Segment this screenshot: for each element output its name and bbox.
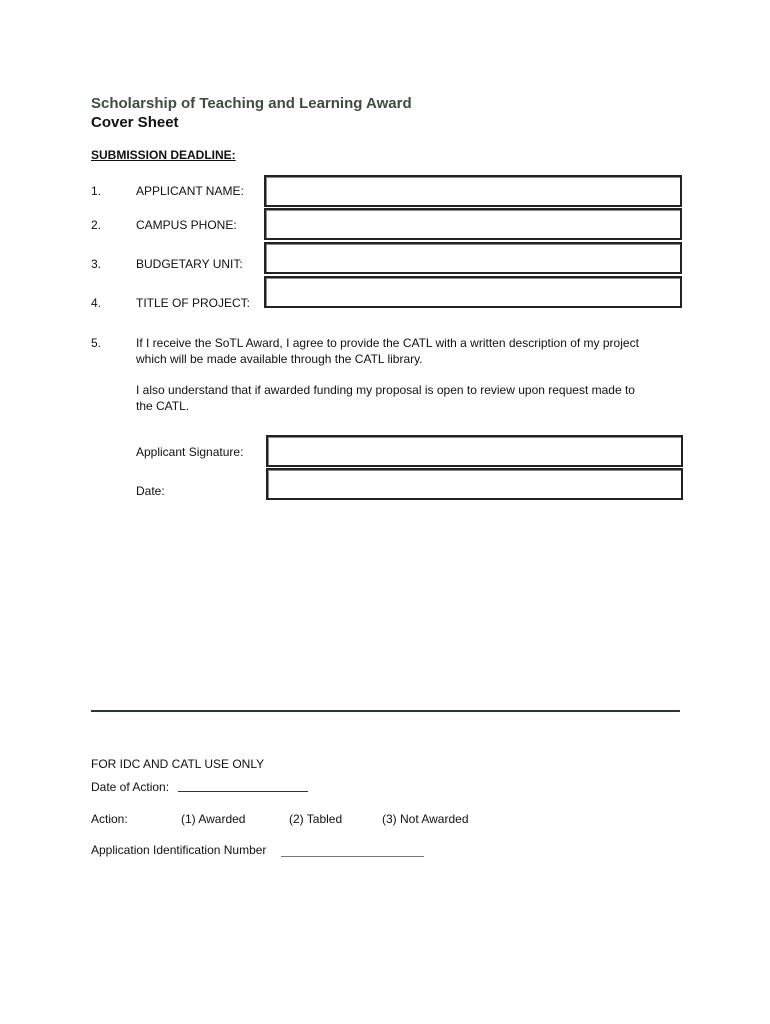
document-title: Scholarship of Teaching and Learning Award (91, 95, 412, 112)
agreement-text: which will be made available through the CATL library. (136, 352, 423, 366)
field-number: 4. (91, 296, 102, 310)
applicant-name-label: APPLICANT NAME: (136, 184, 244, 198)
project-title-label: TITLE OF PROJECT: (136, 296, 251, 310)
campus-phone-field[interactable] (264, 208, 682, 240)
agreement-text: If I receive the SoTL Award, I agree to provide the CATL with a written description of my project (136, 336, 639, 350)
submission-deadline-label: SUBMISSION DEADLINE: (91, 148, 236, 162)
field-number: 2. (91, 218, 102, 232)
action-label: Action: (91, 812, 128, 826)
date-of-action-line (178, 778, 308, 792)
review-text: the CATL. (136, 399, 190, 413)
action-option-tabled: (2) Tabled (289, 812, 343, 826)
applicant-name-field[interactable] (264, 175, 682, 207)
budgetary-unit-label: BUDGETARY UNIT: (136, 257, 243, 271)
campus-phone-label: CAMPUS PHONE: (136, 218, 237, 232)
app-id-label: Application Identification Number (91, 843, 267, 857)
office-use-heading: FOR IDC AND CATL USE ONLY (91, 757, 265, 771)
item-number: 5. (91, 336, 102, 350)
document-subtitle: Cover Sheet (91, 114, 179, 131)
budgetary-unit-field[interactable] (264, 242, 682, 274)
field-number: 3. (91, 257, 102, 271)
review-text: I also understand that if awarded funding my proposal is open to review upon request made to (136, 383, 635, 397)
app-id-line (281, 843, 424, 857)
action-option-not-awarded: (3) Not Awarded (382, 812, 469, 826)
date-field[interactable] (266, 468, 683, 500)
date-label: Date: (136, 484, 165, 498)
project-title-field[interactable] (264, 276, 682, 308)
action-option-awarded: (1) Awarded (181, 812, 246, 826)
field-number: 1. (91, 184, 102, 198)
date-of-action-label: Date of Action: (91, 780, 170, 794)
section-divider (91, 710, 680, 712)
signature-label: Applicant Signature: (136, 445, 244, 459)
signature-field[interactable] (266, 435, 683, 467)
